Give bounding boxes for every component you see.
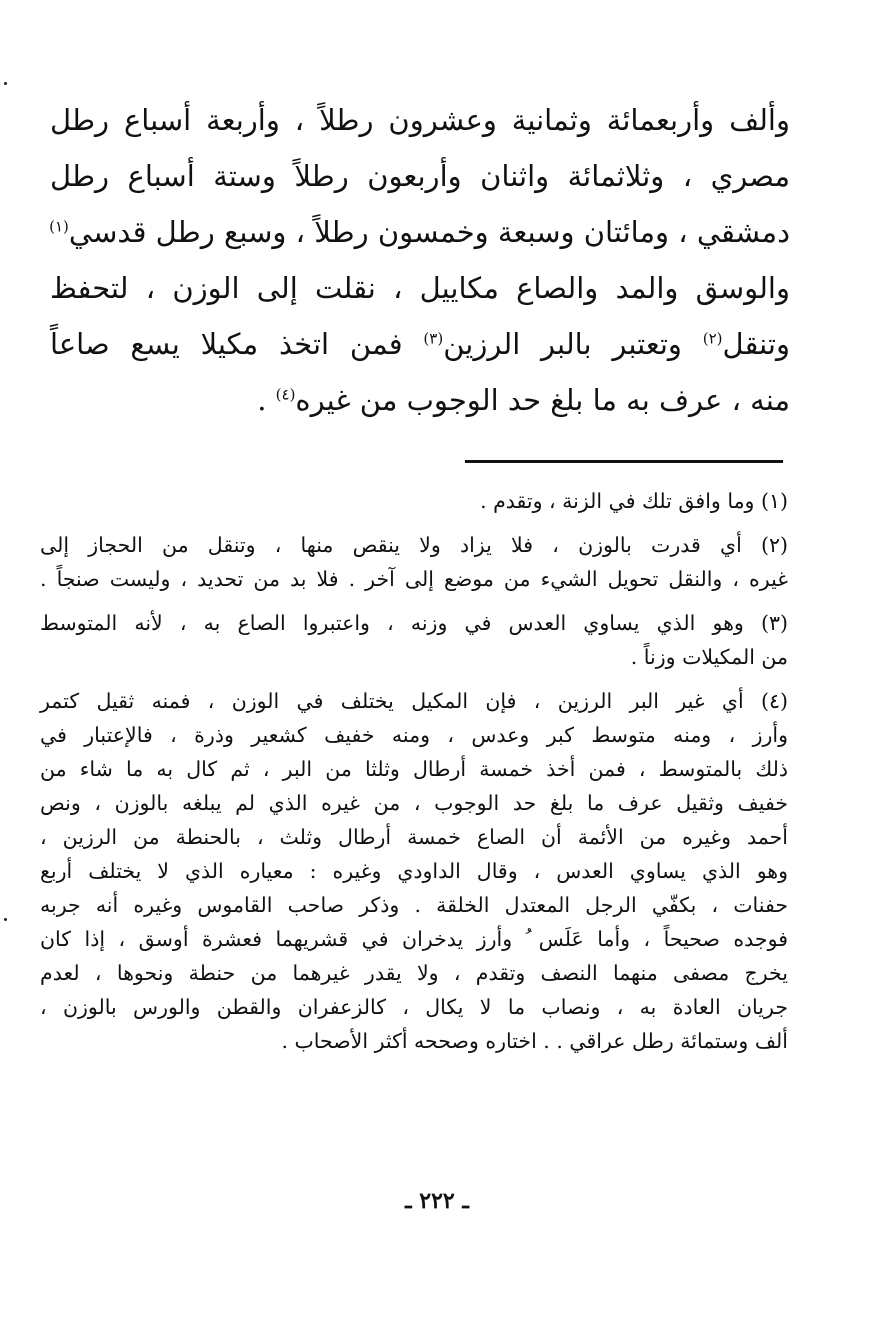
footnote-line: فوجده صحيحاً ، وأما عَلَس ُ وأرز يدخران في قشريهما فعشرة أوسق ، إذا كان (40, 927, 788, 951)
main-line-4: والوسق والمد والصاع مكاييل ، نقلت إلى الوزن ، لتحفظ (50, 271, 790, 305)
footnote-ref-3: (٣) (423, 329, 444, 348)
footnote-line: يخرج مصفى منهما النصف وتقدم ، ولا يقدر غيرهما من حنطة ونحوها ، لعدم (40, 961, 788, 985)
footnote-line: (١) وما وافق تلك في الزنة ، وتقدم . (480, 489, 788, 513)
footnote-2 (40, 528, 788, 596)
main-line-6 (50, 372, 790, 428)
footnote-separator (465, 460, 783, 463)
footnote-line: من المكيلات وزناً . (630, 645, 788, 669)
main-line-1: وألف وأربعمائة وثمانية وعشرون رطلاً ، وأربعة أسباع رطل (50, 103, 790, 137)
footnote-line: وهو الذي يساوي العدس ، وقال الداودي وغيره : معياره الذي لا يختلف أربع (40, 859, 788, 883)
main-line-6-end: . (257, 383, 276, 417)
footnote-line: حفنات ، بكفّي الرجل المعتدل الخلقة . وذكر صاحب القاموس وغيره أنه جربه (40, 893, 788, 917)
footnote-line: غيره ، والنقل تحويل الشيء من موضع إلى آخر . فلا بد من تحديد ، وليست صنجاً . (40, 567, 788, 591)
main-line-5-part-a: وتنقل (722, 327, 790, 361)
margin-mark (4, 918, 7, 921)
footnote-4 (40, 684, 788, 1058)
footnote-line: جريان العادة به ، ونصاب ما لا يكال ، كالزعفران والقطن والورس بالوزن ، (40, 995, 788, 1019)
footnote-ref-4: (٤) (275, 385, 296, 404)
main-line-6-text: منه ، عرف به ما بلغ حد الوجوب من غيره (295, 383, 790, 417)
footnote-line: (٤) أي غير البر الرزين ، فإن المكيل يختلف في الوزن ، فمنه ثقيل كتمر (40, 689, 788, 713)
main-line-2: مصري ، وثلاثمائة واثنان وأربعون رطلاً وستة أسباع رطل (50, 159, 790, 193)
footnote-line: (٣) وهو الذي يساوي العدس في وزنه ، واعتبروا الصاع به ، لأنه المتوسط (40, 611, 788, 635)
footnote-line: (٢) أي قدرت بالوزن ، فلا يزاد ولا ينقص منها ، وتنقل من الحجاز إلى (40, 533, 788, 557)
page-number: ـ ٢٢٢ ـ (405, 1188, 469, 1214)
footnote-ref-1: (١) (49, 217, 69, 236)
main-line-5-part-c: فمن اتخذ مكيلا يسع صاعاً (50, 327, 403, 361)
main-text (50, 92, 790, 428)
margin-mark (4, 82, 7, 85)
footnotes (40, 484, 788, 1068)
footnote-line: خفيف وثقيل عرف ما بلغ حد الوجوب ، من غيره الذي لم يبلغه بالوزن ، ونص (40, 791, 788, 815)
footnote-line: ذلك بالمتوسط ، فمن أخذ خمسة أرطال وثلثا من البر ، ثم كال به ما شاء من (40, 757, 788, 781)
footnote-line: أحمد وغيره من الأئمة أن الصاع خمسة أرطال وثلث ، بالحنطة من الرزين ، (40, 825, 788, 849)
main-line-3 (50, 204, 790, 260)
main-line-5 (50, 316, 790, 372)
footnote-line: ألف وستمائة رطل عراقي . . اختاره وصححه أكثر الأصحاب . (281, 1029, 788, 1053)
main-line-5-part-b: وتعتبر بالبر الرزين (443, 327, 682, 361)
main-line-3-text: دمشقي ، ومائتان وسبعة وخمسون رطلاً ، وسبع رطل قدسي (68, 215, 790, 249)
footnote-ref-2: (٢) (702, 329, 723, 348)
footnote-1 (40, 484, 788, 518)
footnote-3 (40, 606, 788, 674)
footnote-line: وأرز ، ومنه متوسط كبر وعدس ، ومنه خفيف كشعير وذرة ، فالإعتبار في (40, 723, 788, 747)
